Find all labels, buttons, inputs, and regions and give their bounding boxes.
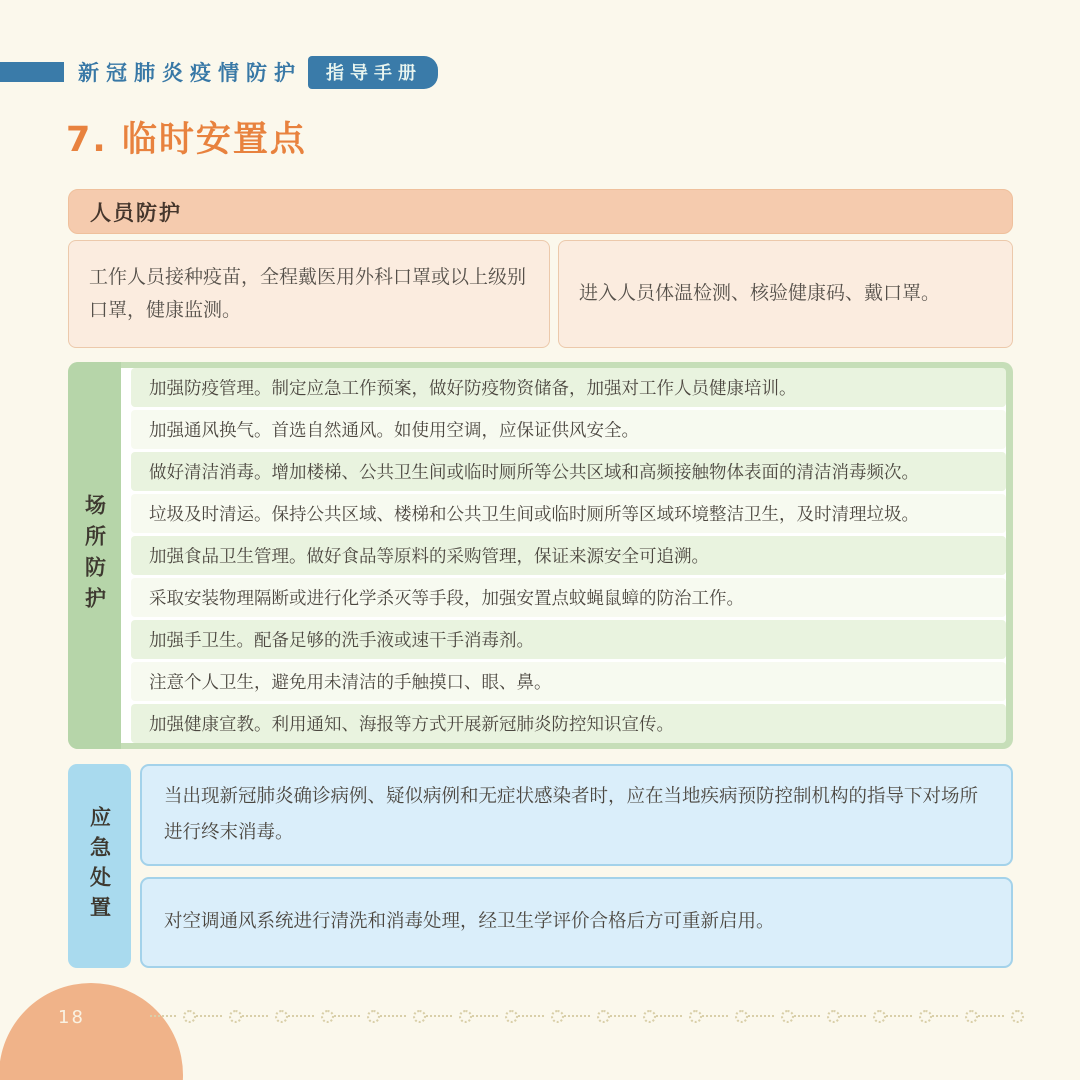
dash-segment: [564, 1015, 590, 1017]
dash-circle-ornament: [380, 1010, 426, 1023]
header-accent-bar: [0, 62, 64, 82]
personnel-measure-text: 进入人员体温检测、核验健康码、戴口罩。: [579, 282, 941, 305]
dotted-circle: [873, 1010, 886, 1023]
dash-circle-ornament: [288, 1010, 334, 1023]
place-protection-row: 加强食品卫生管理。做好食品等原料的采购管理，保证来源安全可追溯。: [131, 536, 1006, 575]
page-number: 18: [58, 1007, 85, 1028]
dash-segment: [794, 1015, 820, 1017]
dash-segment: [932, 1015, 958, 1017]
emergency-measure-box: [140, 764, 1013, 866]
dotted-circle: [965, 1010, 978, 1023]
dotted-circle: [643, 1010, 656, 1023]
place-protection-row: 加强健康宣教。利用通知、海报等方式开展新冠肺炎防控知识宣传。: [131, 704, 1006, 743]
place-protection-row: 加强通风换气。首选自然通风。如使用空调，应保证供风安全。: [131, 410, 1006, 449]
emergency-measure-box: [140, 877, 1013, 968]
dash-segment: [610, 1015, 636, 1017]
dash-segment: [150, 1015, 176, 1017]
dash-circle-ornament: [794, 1010, 840, 1023]
dash-segment: [978, 1015, 1004, 1017]
place-protection-row: 垃圾及时清运。保持公共区域、楼梯和公共卫生间或临时厕所等区域环境整洁卫生，及时清理垃圾。: [131, 494, 1006, 533]
dash-segment: [518, 1015, 544, 1017]
dotted-circle: [1011, 1010, 1024, 1023]
dash-circle-ornament: [840, 1010, 886, 1023]
dash-circle-ornament: [932, 1010, 978, 1023]
dash-circle-ornament: [426, 1010, 472, 1023]
dotted-circle: [781, 1010, 794, 1023]
dash-segment: [656, 1015, 682, 1017]
place-protection-row: 加强手卫生。配备足够的洗手液或速干手消毒剂。: [131, 620, 1006, 659]
dash-circle-ornament: [886, 1010, 932, 1023]
dash-circle-ornament: [472, 1010, 518, 1023]
page-number-circle: [0, 983, 183, 1080]
dash-circle-ornament: [610, 1010, 656, 1023]
dash-segment: [840, 1015, 866, 1017]
dash-segment: [426, 1015, 452, 1017]
place-protection-row: 采取安装物理隔断或进行化学杀灭等手段，加强安置点蚊蝇鼠蟑的防治工作。: [131, 578, 1006, 617]
dotted-circle: [827, 1010, 840, 1023]
personnel-measure-box-entrants: [558, 240, 1013, 348]
dash-circle-ornament: [334, 1010, 380, 1023]
dash-circle-ornament: [978, 1010, 1024, 1023]
personnel-protection-heading: [68, 189, 1013, 234]
dash-circle-ornament: [748, 1010, 794, 1023]
dash-segment: [886, 1015, 912, 1017]
dash-segment: [472, 1015, 498, 1017]
emergency-handling-label: 应急处置: [68, 764, 131, 968]
dotted-circle: [459, 1010, 472, 1023]
dash-segment: [380, 1015, 406, 1017]
place-protection-rows: [121, 368, 1006, 743]
place-protection-row: 做好清洁消毒。增加楼梯、公共卫生间或临时厕所等公共区域和高频接触物体表面的清洁消毒频次。: [131, 452, 1006, 491]
dash-circle-ornament: [196, 1010, 242, 1023]
dotted-circle: [505, 1010, 518, 1023]
emergency-handling-section: [68, 764, 1013, 968]
personnel-protection-heading-label: 人员防护: [90, 200, 182, 225]
dotted-circle: [413, 1010, 426, 1023]
dotted-circle: [689, 1010, 702, 1023]
dash-circle-ornament: [564, 1010, 610, 1023]
emergency-measure-text: 当出现新冠肺炎确诊病例、疑似病例和无症状感染者时，应在当地疾病预防控制机构的指导下对场所进行终末消毒。: [164, 785, 979, 843]
dotted-circle: [321, 1010, 334, 1023]
dash-circle-ornament: [518, 1010, 564, 1023]
dotted-circle: [551, 1010, 564, 1023]
handbook-badge: 指导手册: [308, 56, 438, 89]
dotted-circle: [275, 1010, 288, 1023]
personnel-measure-text: 工作人员接种疫苗，全程戴医用外科口罩或以上级别口罩，健康监测。: [89, 265, 527, 321]
place-protection-row: 注意个人卫生，避免用未清洁的手触摸口、眼、鼻。: [131, 662, 1006, 701]
dotted-circle: [597, 1010, 610, 1023]
dash-circle-ornament: [150, 1010, 196, 1023]
place-protection-label: 场所防护: [68, 362, 121, 749]
handbook-title: 新冠肺炎疫情防护: [78, 61, 302, 85]
dotted-circle: [919, 1010, 932, 1023]
dash-circle-ornament: [242, 1010, 288, 1023]
dash-segment: [288, 1015, 314, 1017]
section-title: 7. 临时安置点: [66, 120, 307, 160]
dotted-circle: [735, 1010, 748, 1023]
personnel-measure-box-staff: [68, 240, 550, 348]
dash-segment: [702, 1015, 728, 1017]
dotted-circle: [229, 1010, 242, 1023]
dotted-circle: [183, 1010, 196, 1023]
place-protection-row: 加强防疫管理。制定应急工作预案，做好防疫物资储备，加强对工作人员健康培训。: [131, 368, 1006, 407]
dotted-circle: [367, 1010, 380, 1023]
dash-segment: [242, 1015, 268, 1017]
dash-segment: [196, 1015, 222, 1017]
decorative-dashed-line: [150, 1010, 1008, 1022]
place-protection-section: [68, 362, 1013, 749]
dash-segment: [748, 1015, 774, 1017]
dash-circle-ornament: [656, 1010, 702, 1023]
emergency-handling-boxes: [140, 764, 1013, 968]
dash-circle-ornament: [702, 1010, 748, 1023]
page-header: [0, 58, 438, 86]
dash-segment: [334, 1015, 360, 1017]
emergency-measure-text: 对空调通风系统进行清洗和消毒处理，经卫生学评价合格后方可重新启用。: [164, 911, 775, 933]
